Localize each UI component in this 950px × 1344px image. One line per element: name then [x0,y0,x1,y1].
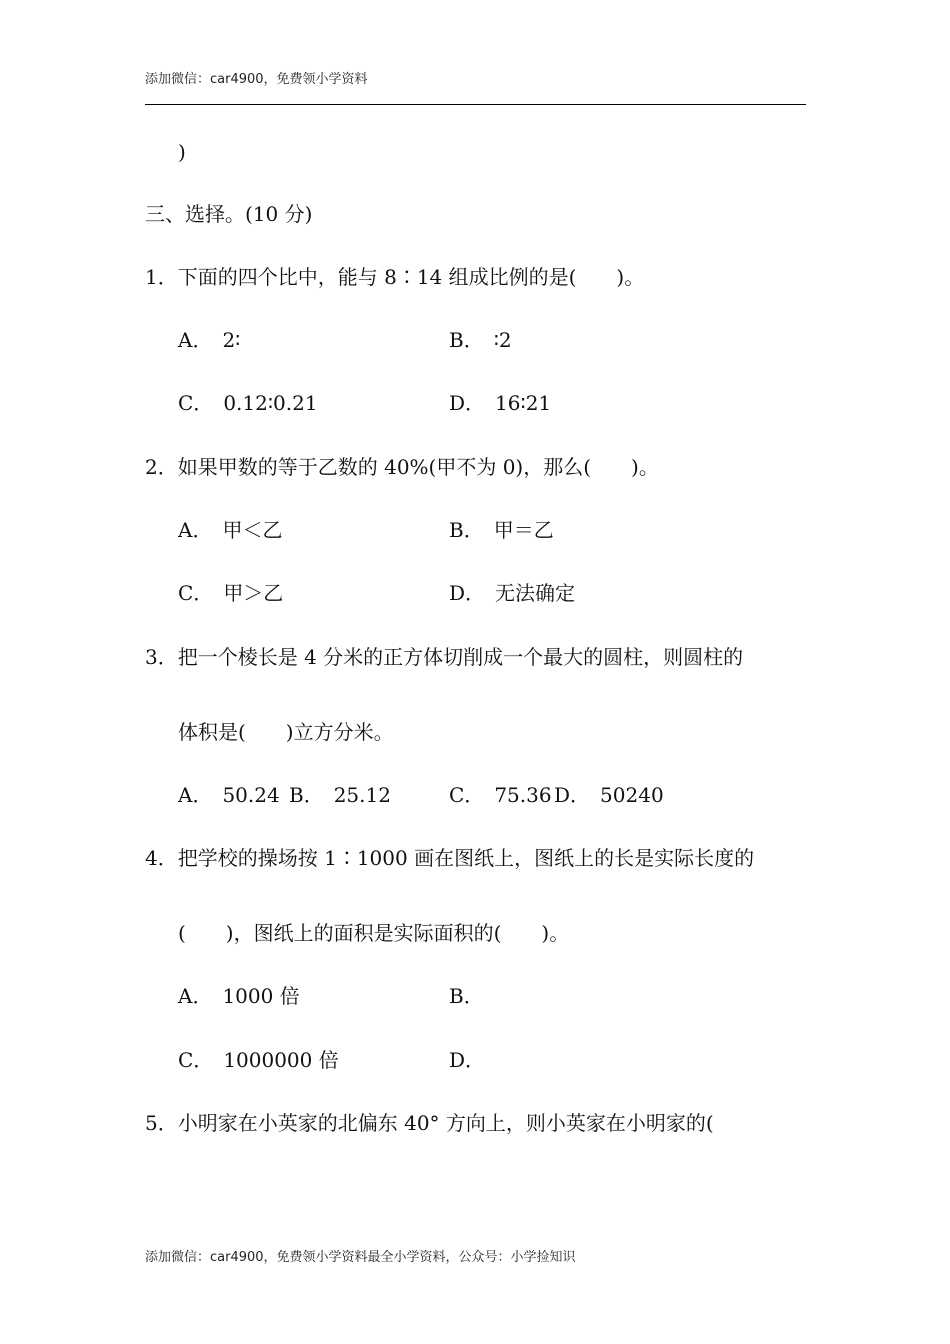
question-number: 2． [145,455,178,479]
option-1b: B． ∶2 [449,328,512,352]
continuation-paren: ) [178,140,186,164]
question-number: 5． [145,1111,178,1135]
question-number: 4． [145,846,178,870]
question-5 [145,1111,714,1135]
option-2a: A． 甲＜乙 [178,518,283,542]
option-1c: C． 0.12∶0.21 [178,391,318,415]
question-number: 3． [145,645,178,669]
option-3c: C． 75.36 [449,783,552,807]
option-1d: D． 16∶21 [449,391,552,415]
option-3b: B． 25.12 [289,783,391,807]
question-number: 1． [145,265,178,289]
option-3a: A． 50.24 [178,783,280,807]
question-text: 下面的四个比中，能与 8∶14 组成比例的是( )。 [177,265,645,289]
page-header: 添加微信：car4900，免费领小学资料 [145,72,368,87]
option-2b: B． 甲＝乙 [449,518,554,542]
question-text: 把学校的操场按 1∶1000 画在图纸上，图纸上的长是实际长度的 [177,846,755,870]
option-1a: A． 2∶ [178,328,241,352]
question-3 [145,645,743,669]
option-4d: D． [449,1048,486,1072]
option-4a: A． 1000 倍 [178,984,300,1008]
header-rule [145,104,806,105]
option-4b: B． [449,984,484,1008]
question-2 [145,455,659,479]
question-4-line-2: ( )，图纸上的面积是实际面积的( )。 [178,921,570,945]
question-1 [145,265,644,289]
option-4c: C． 1000000 倍 [178,1048,339,1072]
option-3d: D． 50240 [554,783,664,807]
question-3-line-2: 体积是( )立方分米。 [178,720,394,744]
section-title: 三、选择。(10 分) [145,202,313,226]
question-text: 如果甲数的等于乙数的 40%(甲不为 0)，那么( )。 [177,455,659,479]
option-2c: C． 甲＞乙 [178,581,284,605]
question-4 [145,846,754,870]
question-text: 小明家在小英家的北偏东 40° 方向上，则小英家在小明家的( [177,1111,714,1135]
option-2d: D． 无法确定 [449,581,576,605]
question-text: 把一个棱长是 4 分米的正方体切削成一个最大的圆柱，则圆柱的 [177,645,744,669]
page-footer: 添加微信：car4900，免费领小学资料最全小学资料，公众号：小学捡知识 [145,1250,576,1265]
